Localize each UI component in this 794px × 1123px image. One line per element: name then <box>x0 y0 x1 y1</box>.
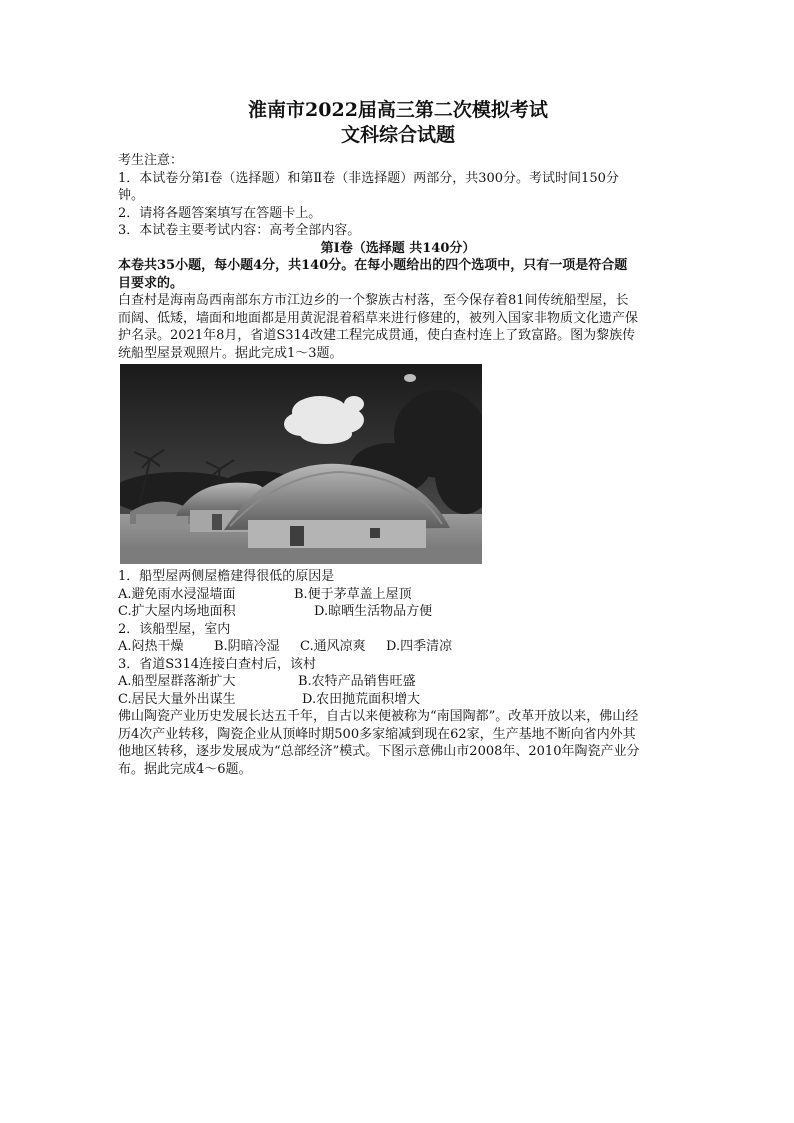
question-3-option-a: A.船型屋群落渐扩大 <box>118 674 236 689</box>
section-heading: 第Ⅰ卷（选择题 共140分） <box>320 240 476 256</box>
question-1-option-b: B.便于茅草盖上屋顶 <box>294 586 412 602</box>
passage-2-line: 历4次产业转移，陶瓷企业从顶峰时期500多家缩减到现在62家，生产基地不断向省内外其 <box>118 726 636 742</box>
question-2-option-c: C.通风凉爽 <box>300 639 366 654</box>
passage-2-line: 他地区转移，逐步发展成为“总部经济”模式。下图示意佛山市2008年、2010年陶瓷产业分 <box>118 744 640 759</box>
question-1-option-d: D.晾晒生活物品方便 <box>314 604 433 619</box>
notice-item-1-cont: 钟。 <box>118 188 145 203</box>
passage-1-line: 白查村是海南岛西南部东方市江边乡的一个黎族古村落，至今保存着81间传统船型屋，长 <box>118 293 629 308</box>
question-1-options-row-2 <box>118 603 678 621</box>
question-3-options-row-1 <box>118 673 678 691</box>
question-3-options-row-2 <box>118 691 678 709</box>
question-3-stem: 3．省道S314连接白查村后，该村 <box>118 656 316 672</box>
question-2-option-b: B.阴暗冷湿 <box>214 639 280 654</box>
passage-1-line: 统船型屋景观照片。据此完成1～3题。 <box>118 345 343 361</box>
question-3-option-d: D.农田抛荒面积增大 <box>302 691 421 707</box>
notice-item-2: 2．请将各题答案填写在答题卡上。 <box>118 205 322 221</box>
question-1-options-row-1 <box>118 586 678 604</box>
notice-heading: 考生注意： <box>118 153 184 168</box>
question-3-option-b: B.农特产品销售旺盛 <box>298 674 416 689</box>
exam-title: 淮南市2022届高三第二次模拟考试 <box>248 99 548 121</box>
question-1-stem: 1．船型屋两侧屋檐建得很低的原因是 <box>118 569 335 584</box>
question-3-option-c: C.居民大量外出谋生 <box>118 691 236 707</box>
notice-item-1: 1．本试卷分第Ⅰ卷（选择题）和第Ⅱ卷（非选择题）两部分，共300分。考试时间150分 <box>118 170 619 186</box>
question-2-option-d: D.四季清凉 <box>386 639 453 654</box>
question-2-stem: 2．该船型屋，室内 <box>118 621 231 637</box>
question-2-option-a: A.闷热干燥 <box>118 639 184 654</box>
passage-2-line: 佛山陶瓷产业历史发展长达五千年，自古以来便被称为“南国陶都”。改革开放以来，佛山经 <box>118 709 639 724</box>
passage-1-line: 而阔、低矮，墙面和地面都是用黄泥混着稻草来进行修建的，被列入国家非物质文化遗产保 <box>118 310 639 326</box>
notice-item-3: 3．本试卷主要考试内容：高考全部内容。 <box>118 223 361 238</box>
question-2-options-row <box>118 638 678 656</box>
section-instruction: 本卷共35小题，每小题4分，共140分。在每小题给出的四个选项中，只有一项是符合题 <box>118 258 628 273</box>
question-1-option-a: A.避免雨水浸湿墙面 <box>118 586 236 602</box>
section-instruction-cont: 目要求的。 <box>118 275 184 291</box>
passage-1-line: 护名录。2021年8月，省道S314改建工程完成贯通，使白查村连上了致富路。图为黎族传 <box>118 328 636 343</box>
exam-page <box>118 98 678 778</box>
boat-house-photo <box>120 364 482 564</box>
exam-subtitle: 文科综合试题 <box>340 124 455 146</box>
passage-2-line: 布。据此完成4～6题。 <box>118 761 252 777</box>
question-1-option-c: C.扩大屋内场地面积 <box>118 604 236 619</box>
